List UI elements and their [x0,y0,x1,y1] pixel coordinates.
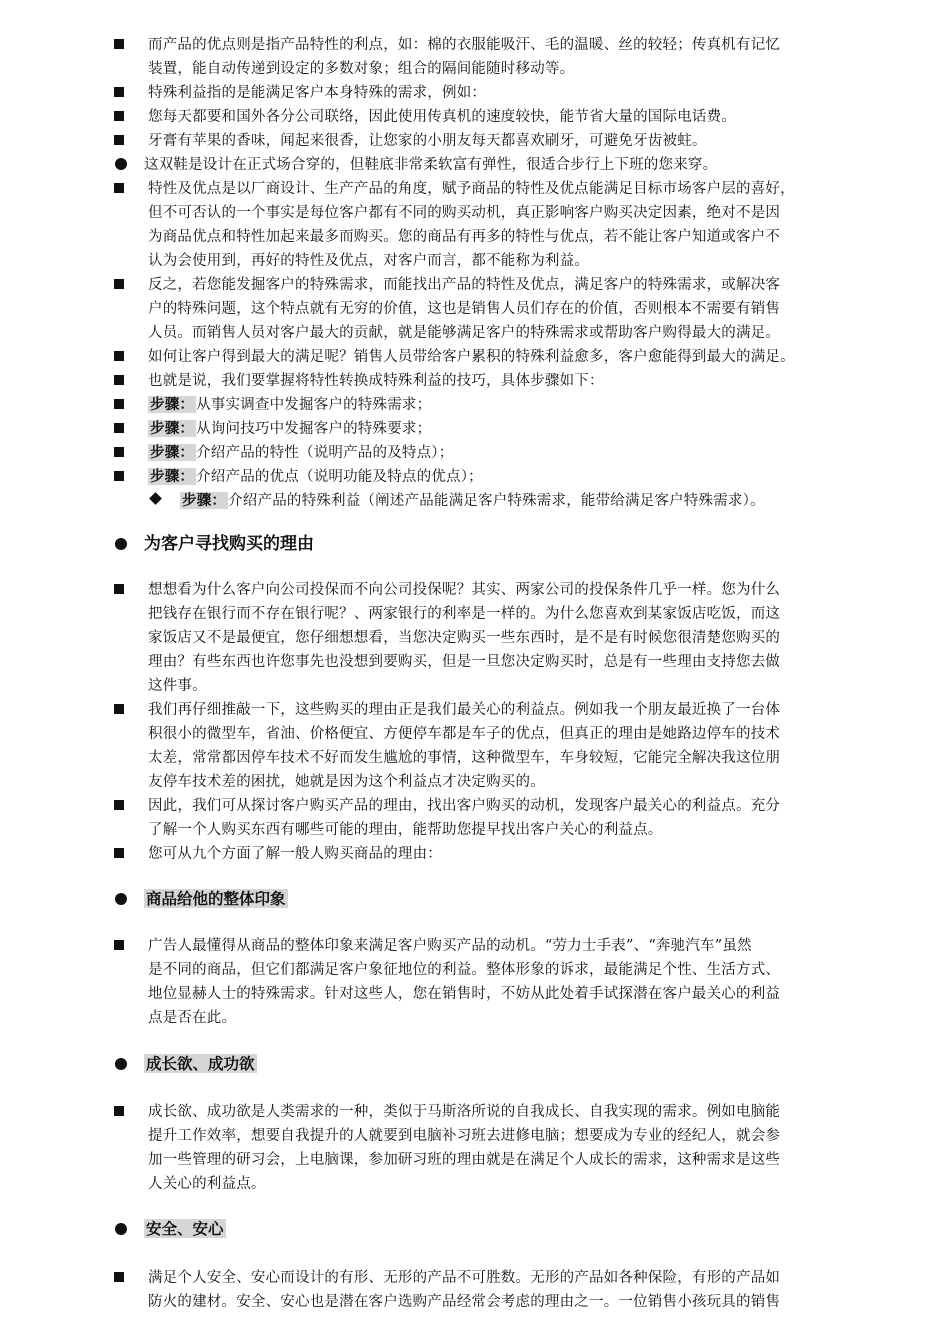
square-bullet-icon [114,1106,124,1116]
round-bullet-icon [115,1223,127,1235]
square-bullet-icon [114,940,124,950]
text-line: 把钱存在银行而不存在银行呢？、两家银行的利率是一样的。为什么您喜欢到某家饭店吃饭，而这 [148,606,781,622]
text-line: 太差，常常都因停车技术不好而发生尴尬的事情，这种微型车，车身较短，它能完全解决我这位朋 [148,750,781,766]
square-bullet-icon [114,800,124,810]
text-line: 积很小的微型车，省油、价格便宜、方便停车都是车子的优点，但真正的理由是她路边停车的技术 [148,726,781,742]
square-bullet-icon [114,183,124,193]
step-item [148,393,431,417]
section-heading: 为客户寻找购买的理由 [144,534,314,554]
text-line: 满足个人安全、安心而设计的有形、无形的产品不可胜数。无形的产品如各种保险，有形的产品如 [148,1270,781,1286]
step-label: 步骤： [150,396,195,413]
square-bullet-icon [114,351,124,361]
round-bullet-icon [115,1058,127,1070]
text-line: 特殊利益指的是能满足客户本身特殊的需求，例如： [148,85,487,101]
step-item [148,441,453,465]
text-line: 提升工作效率，想要自我提升的人就要到电脑补习班去进修电脑；想要成为专业的经纪人，就会参 [148,1128,781,1144]
text-line: 而产品的优点则是指产品特性的利点，如：棉的衣服能吸汗、毛的温暖、丝的较轻；传真机有记忆 [148,37,781,53]
text-line: 这双鞋是设计在正式场合穿的，但鞋底非常柔软富有弹性，很适合步行上下班的您来穿。 [144,157,718,173]
text-line: 反之，若您能发掘客户的特殊需求，而能找出产品的特性及优点，满足客户的特殊需求，或解决客 [148,277,781,293]
square-bullet-icon [114,39,124,49]
text-line: 地位显赫人士的特殊需求。针对这些人，您在销售时，不妨从此处着手试探潜在客户最关心的利益 [148,986,781,1002]
square-bullet-icon [114,375,124,385]
text-line: 这件事。 [148,678,207,694]
diamond-bullet-icon [149,492,162,505]
text-line: 特性及优点是以厂商设计、生产产品的角度，赋予商品的特性及优点能满足目标市场客户层的喜好， [148,181,795,197]
step-label: 步骤： [150,468,195,485]
text-line: 牙膏有苹果的香味，闻起来很香，让您家的小朋友每天都喜欢刷牙，可避免牙齿被蛀。 [148,133,707,149]
step-label: 步骤： [150,420,195,437]
square-bullet-icon [114,848,124,858]
text-line: 装置，能自动传递到设定的多数对象；组合的隔间能随时移动等。 [148,61,575,77]
section-heading [144,887,288,911]
text-line: 防火的建材。安全、安心也是潜在客户选购产品经常会考虑的理由之一。一位销售小孩玩具的销售 [148,1294,781,1310]
text-line: 您每天都要和国外各分公司联络，因此使用传真机的速度较快，能节省大量的国际电话费。 [148,109,736,125]
step-item [148,417,431,441]
text-line: 如何让客户得到最大的满足呢？销售人员带给客户累积的特殊利益愈多，客户愈能得到最大的满足。 [148,349,795,365]
text-line: 成长欲、成功欲是人类需求的一种，类似于马斯洛所说的自我成长、自我实现的需求。例如电脑能 [148,1104,781,1120]
text-line: 也就是说，我们要掌握将特性转换成特殊利益的技巧，具体步骤如下： [148,373,604,389]
step-text: 介绍产品的特性（说明产品的及特点）； [196,445,454,461]
step-text: 介绍产品的特殊利益（阐述产品能满足客户特殊需求，能带给满足客户特殊需求）。 [228,493,765,509]
text-line: 理由？有些东西也许您事先也没想到要购买，但是一旦您决定购买时，总是有一些理由支持您去做 [148,654,781,670]
round-bullet-icon [115,158,127,170]
square-bullet-icon [114,447,124,457]
text-line: 家饭店又不是最便宜，您仔细想想看，当您决定购买一些东西时，是不是有时候您很清楚您购买的 [148,630,781,646]
text-line: 为商品优点和特性加起来最多而购买。您的商品有再多的特性与优点，若不能让客户知道或客户不 [148,229,781,245]
text-line: 户的特殊问题，这个特点就有无穷的价值，这也是销售人员们存在的价值，否则根本不需要有销售 [148,301,781,317]
text-line: 认为会使用到，再好的特性及优点，对客户而言，都不能称为利益。 [148,253,589,269]
square-bullet-icon [114,584,124,594]
text-line: 友停车技术差的困扰，她就是因为这个利益点才决定购买的。 [148,774,545,790]
step-text: 介绍产品的优点（说明功能及特点的优点）； [196,469,483,485]
text-line: 想想看为什么客户向公司投保而不向公司投保呢？其实、两家公司的投保条件几乎一样。您为什么 [148,582,781,598]
text-line: 是不同的商品，但它们都满足客户象征地位的利益。整体形象的诉求，最能满足个性、生活方式、 [148,962,781,978]
round-bullet-icon [115,538,127,550]
text-line: 加一些管理的研习会，上电脑课，参加研习班的理由就是在满足个人成长的需求，这种需求是这些 [148,1152,781,1168]
section-heading [144,1217,226,1241]
square-bullet-icon [114,111,124,121]
square-bullet-icon [114,1272,124,1282]
step-text: 从事实调查中发掘客户的特殊需求； [196,397,432,413]
square-bullet-icon [114,87,124,97]
text-line: 人员。而销售人员对客户最大的贡献，就是能够满足客户的特殊需求或帮助客户购得最大的满足。 [148,325,781,341]
text-line: 因此，我们可从探讨客户购买产品的理由，找出客户购买的动机，发现客户最关心的利益点。充分 [148,798,781,814]
square-bullet-icon [114,135,124,145]
text-line: 了解一个人购买东西有哪些可能的理由，能帮助您提早找出客户关心的利益点。 [148,822,663,838]
step-item [148,465,483,489]
step-text: 从询问技巧中发掘客户的特殊要求； [196,421,432,437]
section-heading [144,1052,257,1076]
step-label: 步骤： [150,444,195,461]
square-bullet-icon [114,279,124,289]
section-heading-text: 商品给他的整体印象 [146,889,286,908]
square-bullet-icon [114,471,124,481]
step-item [180,489,765,513]
text-line: 广告人最懂得从商品的整体印象来满足客户购买产品的动机。“劳力士手表”、“奔驰汽车”虽然 [148,938,752,954]
text-line: 点是否在此。 [148,1010,237,1026]
section-heading-text: 成长欲、成功欲 [146,1054,255,1073]
text-line: 人关心的利益点。 [148,1176,266,1192]
square-bullet-icon [114,399,124,409]
square-bullet-icon [114,704,124,714]
step-label: 步骤： [182,492,227,509]
round-bullet-icon [115,893,127,905]
text-line: 您可从九个方面了解一般人购买商品的理由： [148,846,442,862]
section-heading-text: 安全、安心 [146,1219,224,1238]
text-line: 我们再仔细推敲一下，这些购买的理由正是我们最关心的利益点。例如我一个朋友最近换了一台体 [148,702,781,718]
text-line: 但不可否认的一个事实是每位客户都有不同的购买动机，真正影响客户购买决定因素，绝对不是因 [148,205,781,221]
square-bullet-icon [114,423,124,433]
